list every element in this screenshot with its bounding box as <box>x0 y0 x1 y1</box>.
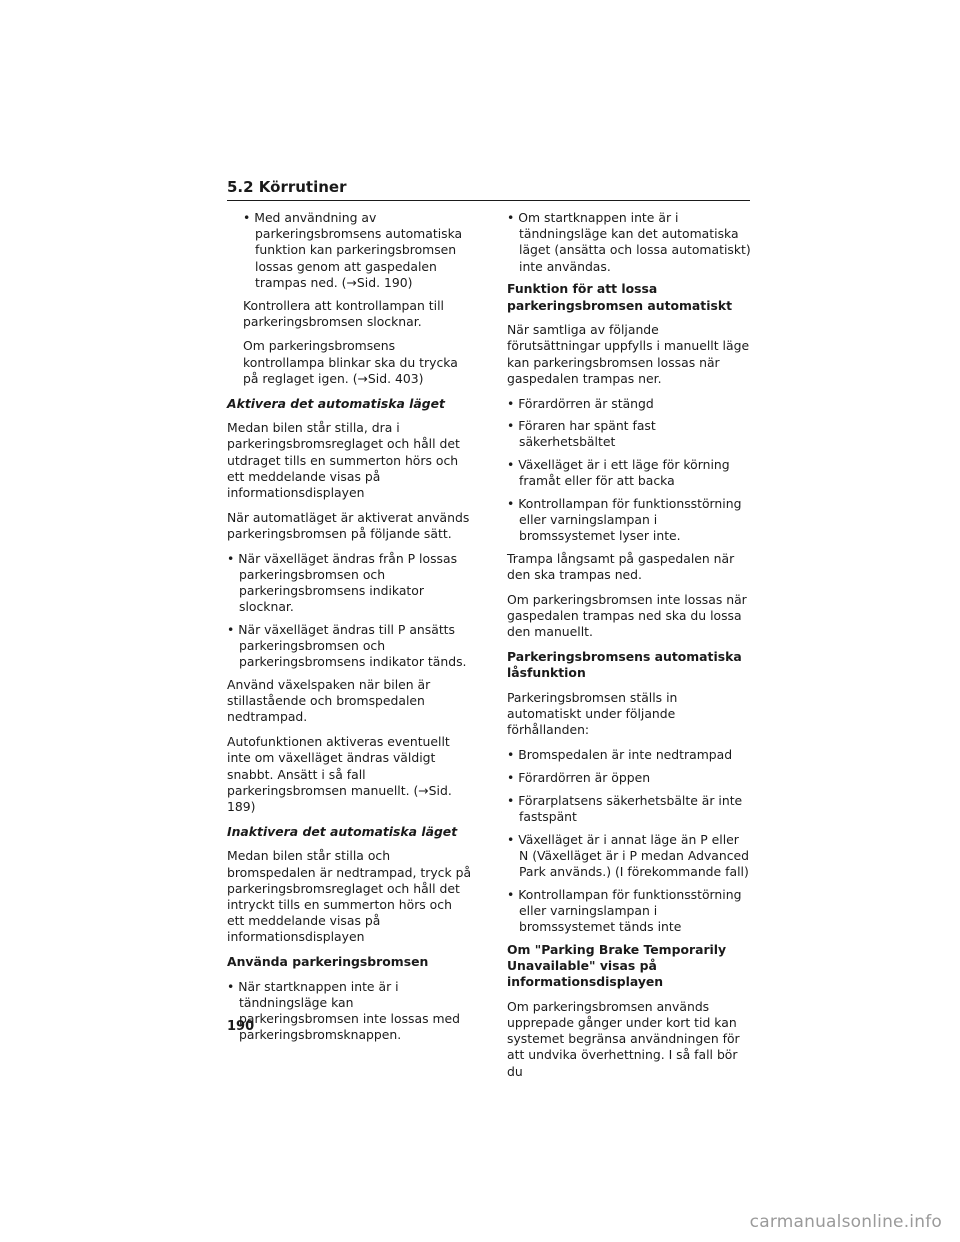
paragraph: När automatläget är aktiverat används parkeringsbromsen på följande sätt. <box>227 509 470 541</box>
list-item: • Förardörren är stängd <box>507 395 654 411</box>
section-header <box>227 178 750 201</box>
list-item: • Förarplatsens säkerhetsbälte är inte fastspänt <box>507 792 743 824</box>
list-item: • Förardörren är öppen <box>507 769 651 785</box>
paragraph: Om parkeringsbromsen inte lossas när gaspedalen trampas ned ska du lossa den manuellt. <box>507 592 747 640</box>
paragraph: Autofunktionen aktiveras eventuellt inte om växelläget ändras väldigt snabbt. Ansätt i så fall parkeringsbromsen manuellt. (→Sid. 189) <box>227 734 452 814</box>
subheading-activate-auto-mode: Aktivera det automatiska läget <box>227 395 445 411</box>
paragraph: Om parkeringsbromsens kontrollampa blinkar ska du trycka på reglaget igen. (→Sid. 403) <box>243 338 458 386</box>
list-item: • Kontrollampan för funktionsstörning eller varningslampan i bromssystemet tänds inte <box>507 886 742 935</box>
subheading-auto-release: Funktion för att lossa parkeringsbromsen automatiskt <box>507 281 732 313</box>
list-item: • Om startknappen inte är i tändningsläge kan det automatiska läget (ansätta och lossa automatiskt) inte användas. <box>507 210 751 274</box>
paragraph: Medan bilen står stilla, dra i parkeringsbromsreglaget och håll det utdraget tills en summerton hörs och ett meddelande visas på informationsdisplayen <box>227 420 460 501</box>
paragraph: Parkeringsbromsen ställs in automatiskt under följande förhållanden: <box>507 690 678 738</box>
subheading-temporarily-unavailable: Om "Parking Brake Temporarily Unavailable" visas på informationsdisplayen <box>507 941 727 990</box>
list-item: • När växelläget ändras från P lossas parkeringsbromsen och parkeringsbromsens indikator slocknar. <box>227 550 458 615</box>
list-item: • Bromspedalen är inte nedtrampad <box>507 747 733 763</box>
left-column <box>227 210 472 1050</box>
paragraph: Om parkeringsbromsen används upprepade gånger under kort tid kan systemet begränsa användningen för att undvika överhettning. I så fall bör du <box>507 998 740 1079</box>
subheading-auto-lock: Parkeringsbromsens automatiska låsfunktion <box>507 649 742 681</box>
paragraph: Trampa långsamt på gaspedalen när den ska trampas ned. <box>507 551 735 583</box>
page-number: 190 <box>227 1019 255 1034</box>
list-item: • Med användning av parkeringsbromsens automatiska funktion kan parkeringsbromsen lossas genom att gaspedalen trampas ned. (→Sid. 190) <box>243 210 463 290</box>
paragraph: Kontrollera att kontrollampan till parkeringsbromsen slocknar. <box>243 297 444 329</box>
section-title: 5.2 Körrutiner <box>227 178 347 196</box>
subheading-use-parking-brake: Använda parkeringsbromsen <box>227 954 429 970</box>
list-item: • Kontrollampan för funktionsstörning eller varningslampan i bromssystemet lyser inte. <box>507 496 742 544</box>
paragraph: När samtliga av följande förutsättningar uppfylls i manuellt läge kan parkeringsbromsen lossas när gaspedalen trampas ner. <box>507 322 750 386</box>
right-column <box>507 210 752 1088</box>
list-item: • När startknappen inte är i tändningsläge kan parkeringsbromsen inte lossas med parkeringsbromsknappen. <box>227 978 461 1043</box>
list-item: • Växelläget är i annat läge än P eller N (Växelläget är i P medan Advanced Park används.) (I förekommande fall) <box>507 831 750 879</box>
list-item: • Växelläget är i ett läge för körning framåt eller för att backa <box>507 457 730 489</box>
paragraph: Medan bilen står stilla och bromspedalen är nedtrampad, tryck på parkeringsbromsreglaget och håll det intryckt tills en summerton hörs och ett meddelande visas på informationsdisplayen <box>227 848 472 945</box>
list-item: • Föraren har spänt fast säkerhetsbältet <box>507 418 656 450</box>
paragraph: Använd växelspaken när bilen är stillastående och bromspedalen nedtrampad. <box>227 677 431 725</box>
list-item: • När växelläget ändras till P ansätts parkeringsbromsen och parkeringsbromsens indikator tänds. <box>227 621 467 670</box>
watermark: carmanualsonline.info <box>749 1212 942 1232</box>
subheading-deactivate-auto-mode: Inaktivera det automatiska läget <box>227 823 458 839</box>
